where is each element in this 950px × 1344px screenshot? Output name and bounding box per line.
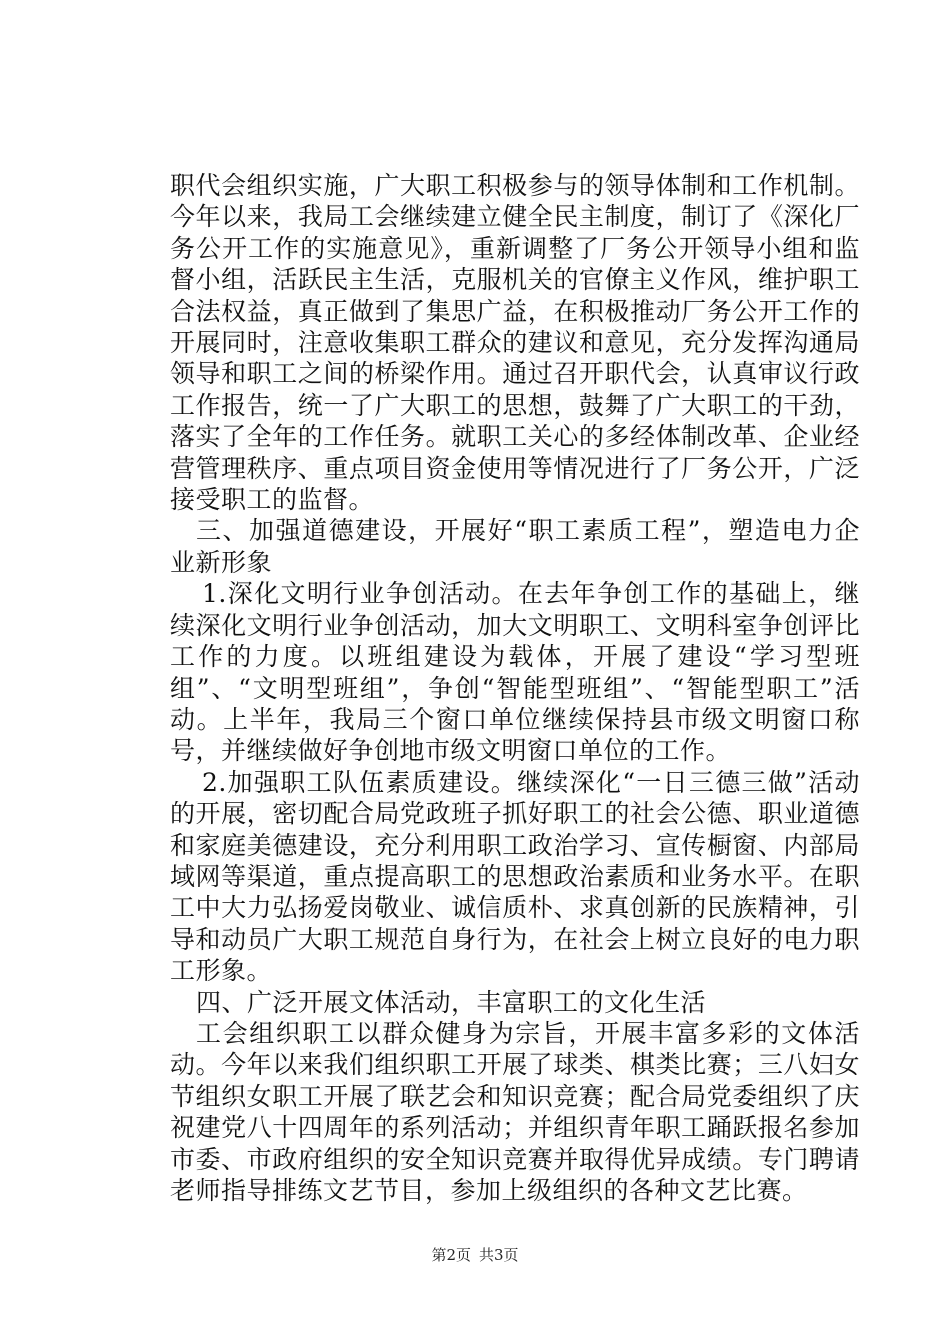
paragraph-culture: 工会组织职工以群众健身为宗旨，开展丰富多彩的文体活动。今年以来我们组织职工开展了球类、棋类比赛；三八妇女节组织女职工开展了联艺会和知识竞赛；配合局党委组织了庆祝建党八十四周年的系列活动；并组织青年职工踊跃报名参加市委、市政府组织的安全知识竞赛并取得优异成绩。专门聘请老师指导排练文艺节目，参加上级组织的各种文艺比赛。: [170, 1018, 860, 1205]
page-number: 第2页: [431, 1246, 471, 1264]
paragraph-democracy: 职代会组织实施，广大职工积极参与的领导体制和工作机制。今年以来，我局工会继续建立健全民主制度，制订了《深化厂务公开工作的实施意见》，重新调整了厂务公开领导小组和监督小组，活跃民主生活，克服机关的官僚主义作风，维护职工合法权益，真正做到了集思广益，在积极推动厂务公开工作的开展同时，注意收集职工群众的建议和意见，充分发挥沟通局领导和职工之间的桥梁作用。通过召开职代会，认真审议行政工作报告，统一了广大职工的思想，鼓舞了广大职工的干劲，落实了全年的工作任务。就职工关心的多经体制改革、企业经营管理秩序、重点项目资金使用等情况进行了厂务公开，广泛接受职工的监督。: [170, 171, 860, 515]
document-body: [170, 170, 860, 1206]
paragraph-item-2: 2.加强职工队伍素质建设。继续深化“一日三德三做”活动的开展，密切配合局党政班子抓好职工的社会公德、职业道德和家庭美德建设，充分利用职工政治学习、宣传橱窗、内部局域网等渠道，重点提高职工的思想政治素质和业务水平。在职工中大力弘扬爱岗敬业、诚信质朴、求真创新的民族精神，引导和动员广大职工规范自身行为，在社会上树立良好的电力职工形象。: [170, 767, 860, 986]
page-total: 共3页: [479, 1246, 519, 1264]
page-footer: [0, 1244, 950, 1265]
section-heading-4: 四、广泛开展文体活动，丰富职工的文化生活: [196, 987, 707, 1017]
section-heading-3: 三、加强道德建设，开展好“职工素质工程”，塑造电力企业新形象: [170, 516, 860, 577]
paragraph-item-1: 1.深化文明行业争创活动。在去年争创工作的基础上，继续深化文明行业争创活动，加大文明职工、文明科室争创评比工作的力度。以班组建设为载体，开展了建设“学习型班组”、“文明型班组”，争创“智能型班组”、“智能型职工”活动。上半年，我局三个窗口单位继续保持县市级文明窗口称号，并继续做好争创地市级文明窗口单位的工作。: [170, 579, 860, 766]
